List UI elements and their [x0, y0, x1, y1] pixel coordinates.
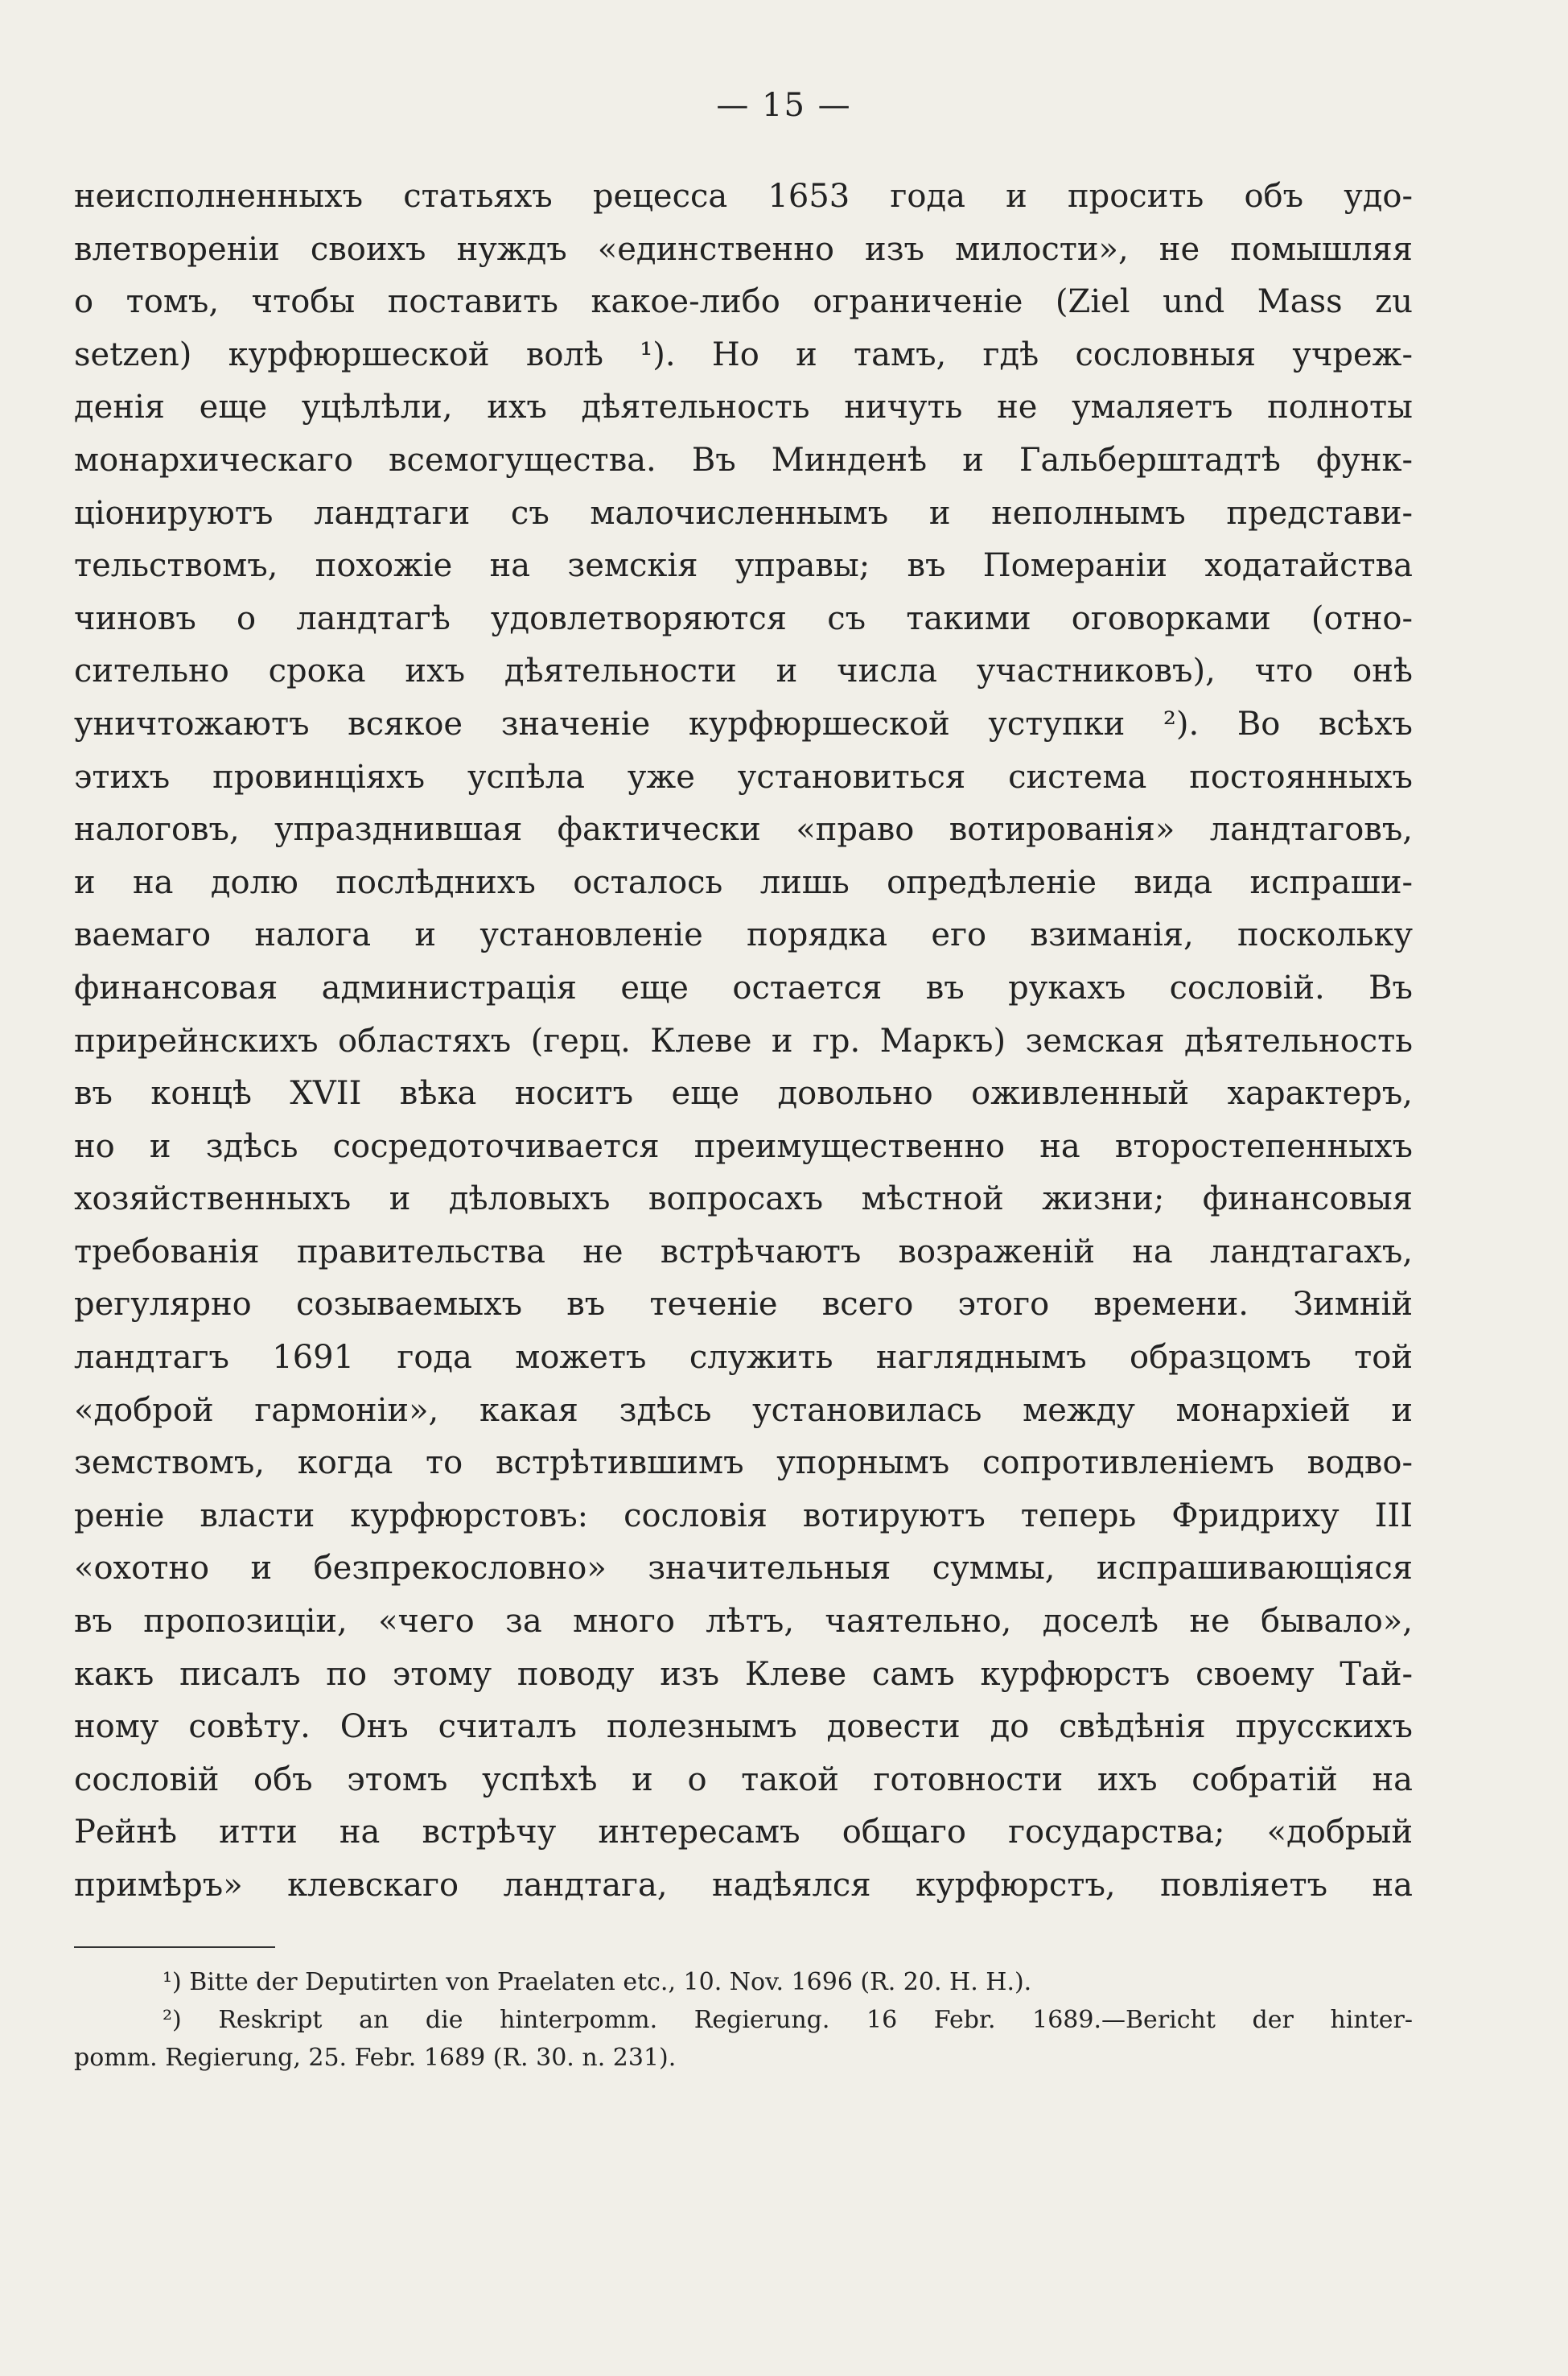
body-line: но и здѣсь сосредоточивается преимущественно на второстепенныхъ — [74, 1127, 1413, 1165]
body-line: денiя еще уцѣлѣли, ихъ дѣятельность ничуть не умаляетъ полноты — [74, 389, 1413, 426]
body-line: монархическаго всемогущества. Въ Минденѣ и Гальберштадтѣ функ- — [74, 441, 1413, 479]
body-line: ренiе власти курфюрстовъ: сословiя вотируютъ теперь Фридриху III — [74, 1497, 1413, 1534]
body-line: и на долю послѣднихъ осталось лишь опредѣленiе вида испраши- — [74, 863, 1413, 901]
body-line: регулярно созываемыхъ въ теченiе всего этого времени. Зимнiй — [74, 1286, 1413, 1324]
body-line: о томъ, чтобы поставить какое-либо ограниченiе (Ziel und Mass zu — [74, 283, 1413, 321]
body-line: какъ писалъ по этому поводу изъ Клеве самъ курфюрстъ своему Тай- — [74, 1655, 1413, 1693]
body-line: прирейнскихъ областяхъ (герц. Клеве и гр. Маркъ) земская дѣятельность — [74, 1022, 1413, 1060]
body-line: «охотно и безпрекословно» значительныя суммы, испрашивающiяся — [74, 1550, 1413, 1587]
body-line: тельствомъ, похожiе на земскiя управы; въ Померанiи ходатайства — [74, 547, 1413, 585]
body-line: цiонируютъ ландтаги съ малочисленнымъ и неполнымъ представи- — [74, 494, 1413, 532]
body-line: Рейнѣ итти на встрѣчу интересамъ общаго государства; «добрый — [74, 1814, 1413, 1851]
body-line: неисполненныхъ статьяхъ рецесса 1653 года и просить объ удо- — [74, 178, 1413, 215]
body-line: ному совѣту. Онъ считалъ полезнымъ довести до свѣдѣнiя прусскихъ — [74, 1708, 1413, 1746]
body-line: требованiя правительства не встрѣчаютъ возраженiй на ландтагахъ, — [74, 1233, 1413, 1270]
footnote-1: ¹) Bitte der Deputirten von Praelaten etc., 10. Nov. 1696 (R. 20. H. H.). — [163, 1968, 1032, 1996]
body-line: сословiй объ этомъ успѣхѣ и о такой готовности ихъ собратiй на — [74, 1760, 1413, 1798]
body-line: въ пропозицiи, «чего за много лѣтъ, чаятельно, доселѣ не бывало», — [74, 1603, 1413, 1641]
body-line: ваемаго налога и установленiе порядка его взиманiя, поскольку — [74, 916, 1413, 954]
body-line: сительно срока ихъ дѣятельности и числа участниковъ), что онѣ — [74, 653, 1413, 690]
body-line: финансовая администрацiя еще остается въ рукахъ сословiй. Въ — [74, 969, 1413, 1007]
body-line: налоговъ, упразднившая фактически «право вотированiя» ландтаговъ, — [74, 811, 1413, 849]
footnote-2-line-1: ²) Reskript an die hinterpomm. Regierung. 16 Febr. 1689.—Bericht der hinter- — [163, 2006, 1413, 2034]
body-line: ландтагъ 1691 года можетъ служить нагляднымъ образцомъ той — [74, 1339, 1413, 1377]
footnote-2-line-2: pomm. Regierung, 25. Febr. 1689 (R. 30. n. 231). — [74, 2044, 677, 2072]
body-line: въ концѣ XVII вѣка носитъ еще довольно оживленный характеръ, — [74, 1075, 1413, 1113]
body-line: чиновъ о ландтагѣ удовлетворяются съ такими оговорками (отно- — [74, 599, 1413, 637]
footnote-divider — [74, 1946, 275, 1948]
body-text — [74, 171, 1413, 1913]
body-line: земствомъ, когда то встрѣтившимъ упорнымъ сопротивленiемъ водво- — [74, 1444, 1413, 1482]
body-line: этихъ провинцiяхъ успѣла уже установиться система постоянныхъ — [74, 758, 1413, 796]
body-line: setzen) курфюршеской волѣ ¹). Но и тамъ, гдѣ сословныя учреж- — [74, 336, 1413, 373]
body-line: влетворенiи своихъ нуждъ «единственно изъ милости», не помышляя — [74, 230, 1413, 268]
body-line: хозяйственныхъ и дѣловыхъ вопросахъ мѣстной жизни; финансовыя — [74, 1180, 1413, 1218]
body-line: уничтожаютъ всякое значенiе курфюршеской уступки ²). Во всѣхъ — [74, 705, 1413, 743]
footnotes — [74, 1963, 1413, 2077]
body-line: «доброй гармонiи», какая здѣсь установилась между монархiей и — [74, 1391, 1413, 1429]
page-number: — 15 — — [716, 87, 852, 124]
body-line: примѣръ» клевскаго ландтага, надѣялся курфюрстъ, повлiяетъ на — [74, 1867, 1413, 1904]
